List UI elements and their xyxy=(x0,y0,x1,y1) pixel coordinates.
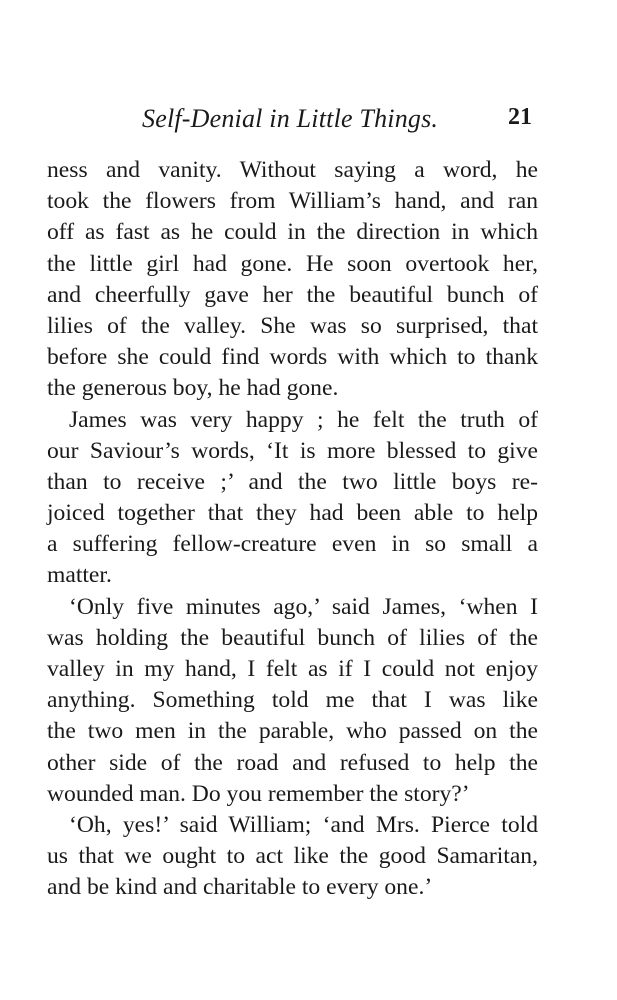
text-line: us that we ought to act like the good Samaritan, xyxy=(47,843,538,870)
text-line: off as fast as he could in the direction in which xyxy=(47,219,538,246)
text-line: other side of the road and refused to help the xyxy=(47,749,538,776)
text-line: valley in my hand, I felt as if I could not enjoy xyxy=(47,656,538,682)
text-line: ‘Oh, yes!’ said William; ‘and Mrs. Pierce told xyxy=(69,811,538,838)
text-line: ness and vanity. Without saying a word, he xyxy=(47,157,538,183)
text-line: James was very happy ; he felt the truth of xyxy=(69,406,538,433)
text-line: took the flowers from William’s hand, and ran xyxy=(47,188,538,215)
text-line: and be kind and charitable to every one.’ xyxy=(47,874,433,901)
text-line: and cheerfully gave her the beautiful bunch of xyxy=(47,281,538,308)
text-line: before she could find words with which to thank xyxy=(47,344,538,371)
text-line: the little girl had gone. He soon overtook her, xyxy=(47,250,538,277)
text-line: joiced together that they had been able to help xyxy=(47,500,538,527)
text-line: matter. xyxy=(47,562,112,589)
page-number: 21 xyxy=(508,104,532,130)
text-line: the two men in the parable, who passed on the xyxy=(47,718,538,745)
text-line: was holding the beautiful bunch of lilies of the xyxy=(47,624,538,651)
running-title: Self-Denial in Little Things. xyxy=(142,104,439,133)
body-text xyxy=(47,155,538,904)
text-line: our Saviour’s words, ‘It is more blessed to give xyxy=(47,437,538,464)
text-line: the generous boy, he had gone. xyxy=(47,375,339,402)
text-line: wounded man. Do you remember the story?’ xyxy=(47,780,470,807)
text-line: a suffering fellow-creature even in so small a xyxy=(47,531,538,558)
running-head xyxy=(47,104,538,140)
text-line: anything. Something told me that I was like xyxy=(47,687,538,714)
text-line: than to receive ;’ and the two little boys re- xyxy=(47,468,538,495)
text-line: lilies of the valley. She was so surprised, that xyxy=(47,312,538,339)
text-line: ‘Only five minutes ago,’ said James, ‘when I xyxy=(69,593,538,620)
